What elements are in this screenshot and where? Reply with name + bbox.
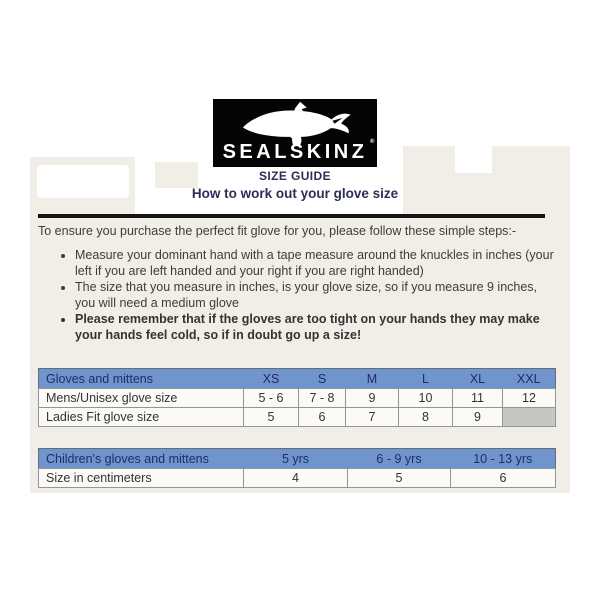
column-header: S (299, 369, 346, 389)
size-cell: 9 (453, 408, 503, 427)
children-size-table (38, 448, 556, 488)
column-header: M (346, 369, 399, 389)
column-header: L (399, 369, 453, 389)
list-item: • The size that you measure in inches, is your glove size, so if you measure 9 inches, you will need a medium glove (75, 280, 557, 311)
placeholder-notch (455, 146, 492, 173)
column-header: XS (244, 369, 299, 389)
column-header: Children's gloves and mittens (39, 449, 244, 469)
size-cell: 5 - 6 (244, 389, 299, 408)
size-cell: 11 (453, 389, 503, 408)
size-cell: 12 (503, 389, 556, 408)
table-row (39, 389, 556, 408)
size-cell: 4 (244, 469, 348, 488)
column-header: 6 - 9 yrs (348, 449, 451, 469)
size-cell-empty (503, 408, 556, 427)
table-header-row (39, 449, 556, 469)
sealskinz-logo (213, 99, 377, 167)
column-header: 5 yrs (244, 449, 348, 469)
size-cell: 9 (346, 389, 399, 408)
list-item: • Please remember that if the gloves are too tight on your hands they may make your hands feel cold, so if in doubt go up a size! (75, 312, 557, 343)
intro-text: To ensure you purchase the perfect fit glove for you, please follow these simple steps:- (38, 224, 517, 238)
logo-wordmark: SEALSKINZ ® (222, 139, 375, 163)
trademark-symbol: ® (370, 139, 375, 145)
size-cell: 8 (399, 408, 453, 427)
size-cell: 6 (299, 408, 346, 427)
adult-size-table (38, 368, 556, 427)
size-cell: 5 (244, 408, 299, 427)
column-header: XXL (503, 369, 556, 389)
page-title: SIZE GUIDE (258, 169, 331, 183)
size-cell: 5 (348, 469, 451, 488)
divider-rule (38, 214, 545, 218)
row-label: Ladies Fit glove size (39, 408, 244, 427)
size-cell: 7 (346, 408, 399, 427)
column-header: 10 - 13 yrs (451, 449, 556, 469)
size-cell: 10 (399, 389, 453, 408)
size-cell: 7 - 8 (299, 389, 346, 408)
seal-icon (223, 101, 367, 145)
row-label: Mens/Unisex glove size (39, 389, 244, 408)
column-header: Gloves and mittens (39, 369, 244, 389)
table-row (39, 408, 556, 427)
column-header: XL (453, 369, 503, 389)
table-row (39, 469, 556, 488)
table-header-row (39, 369, 556, 389)
background-patch (155, 162, 198, 188)
size-cell: 6 (451, 469, 556, 488)
instruction-list (57, 248, 557, 344)
row-label: Size in centimeters (39, 469, 244, 488)
list-item: • Measure your dominant hand with a tape measure around the knuckles in inches (your left if you are left handed and your right if you are right handed) (75, 248, 557, 279)
page-subtitle: How to work out your glove size (191, 186, 399, 201)
placeholder-box (37, 165, 129, 198)
